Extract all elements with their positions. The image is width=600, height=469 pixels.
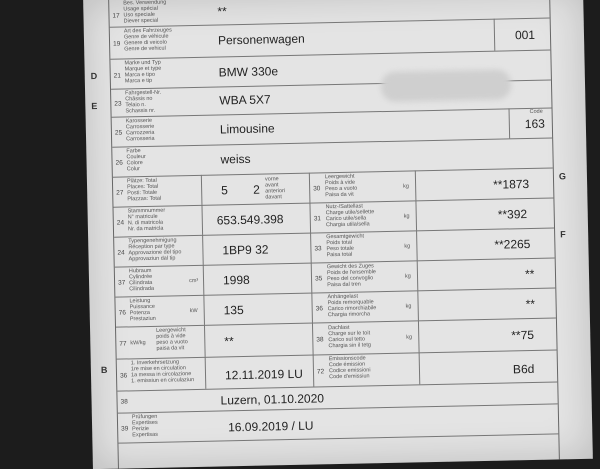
usage-label: Bes. Verwendung Usage spécial Uso speciale Diever special (123, 0, 167, 25)
field-number: 38 (120, 398, 128, 406)
approval-value: 1BP9 32 (222, 242, 269, 258)
divider (419, 352, 421, 384)
payload-value: **392 (497, 207, 528, 222)
field-number: 24 (116, 219, 125, 227)
inspection-value: 16.09.2019 / LU (227, 418, 314, 435)
trailer-load-value: ** (525, 296, 536, 312)
divider (203, 295, 205, 325)
emission-label: Emissionscode Code émission Codice emissioni Code d'emissiun (328, 355, 371, 381)
unit-label: kg (404, 273, 411, 280)
emission-value: B6d (512, 361, 535, 377)
color-label: Farbe Couleur Colore Colur (126, 148, 146, 173)
displacement-value: 1998 (222, 272, 250, 288)
field-number: 72 (316, 368, 325, 376)
total-weight-label: Gesamtgewicht Poids total Peso totale Paisa total (326, 233, 365, 259)
divider (205, 357, 207, 389)
divider (203, 265, 205, 295)
divider (417, 260, 419, 290)
empty-weight-label: Leergewicht Poids à vide Peso a vuoto Paisa da vit (324, 173, 358, 199)
place-date-value: Luzern, 01.10.2020 (220, 391, 325, 408)
trailer-load-label: Anhängelast Poids remorquable Carico rimorchiabile Chargia rimorcha (327, 293, 377, 319)
brand-label: Marke und Typ Marque et type Marca e tipo Marca e tip (124, 59, 162, 85)
field-number: 36 (119, 372, 128, 380)
code-divider (509, 108, 511, 138)
payload-label: Nutz-/Sattellast Charge utile/sellette Carico utile/sella Chargia utila/sella (325, 203, 375, 229)
seats-total-value: 5 (221, 183, 228, 198)
field-number: 23 (114, 100, 122, 108)
divider (416, 230, 418, 260)
usage-value: ** (217, 4, 227, 19)
body-code-value: 163 (524, 116, 546, 132)
document-table (108, 0, 560, 469)
vehicle-type-value: Personenwagen (217, 31, 305, 48)
body-label: Karosserie Carrosserie Carrozzeria Carrosseria (125, 117, 155, 143)
field-number: 26 (115, 159, 123, 167)
total-weight-value: **2265 (494, 236, 531, 252)
seats-label: Plätze: Total Places: Total Posti: Totale Plazzas: Total (126, 177, 162, 203)
field-number: 36 (315, 305, 323, 313)
divider (309, 203, 311, 233)
field-number: 33 (314, 245, 322, 253)
field-number: 77 (119, 340, 127, 348)
divider (415, 170, 417, 200)
margin-letter-d: D (90, 71, 98, 82)
unit-label: kg (405, 303, 412, 310)
unit-label: kW (189, 307, 198, 315)
margin-letter-b: B (100, 364, 108, 375)
empty-weight-value: **1873 (492, 176, 530, 192)
train-weight-label: Gewicht des Zuges Poids de l'ensemble Peso del convoglio Paisa dal tren (326, 263, 377, 289)
divider (309, 173, 311, 203)
type-number-value: 653.549.398 (216, 212, 284, 228)
vehicle-type-label: Art des Fahrzeuges Genre de véhicule Genere di veicolo Genre de vehicul (123, 27, 172, 53)
field-number: 27 (116, 189, 124, 197)
divider (310, 233, 312, 263)
body-value: Limousine (219, 121, 275, 137)
brand-value: BMW 330e (218, 64, 279, 80)
roof-load-value: **75 (511, 327, 535, 343)
vehicle-type-code: 001 (514, 27, 536, 43)
displacement-label: Hubraum Cylindrée Cilindrata Cilindrada (128, 267, 155, 293)
field-number: 39 (121, 425, 129, 433)
roof-load-label: Dachlast Charge sur le toit Carico sul tetto Chargia sin il tetg (328, 324, 372, 350)
divider (312, 323, 314, 355)
field-number: 25 (114, 129, 123, 137)
divider (201, 205, 203, 235)
divider (311, 263, 313, 293)
vehicle-registration-document (83, 0, 593, 469)
margin-letter-f: F (560, 229, 566, 240)
divider (311, 293, 313, 323)
power-ratio-label: kW/kg (130, 340, 146, 347)
field-number: 17 (112, 12, 120, 20)
field-number: 37 (118, 279, 126, 287)
field-number: 24 (117, 249, 125, 257)
inspection-label: Prüfungen Expertises Perizie Expertisas (131, 413, 159, 439)
unit-label: cm³ (188, 277, 199, 285)
field-number: 31 (313, 215, 322, 223)
unit-label: kg (403, 183, 410, 190)
unit-label: kg (404, 243, 411, 250)
divider (417, 290, 419, 320)
seats-front-value: 2 (253, 182, 260, 197)
first-registration-label: 1. Inverkehrsetzung 1re mise en circulation 1a messa in circolazione 1. emissiun en circulaziun (130, 359, 195, 385)
first-registration-value: 12.11.2019 LU (224, 366, 304, 383)
margin-letter-g: G (558, 171, 567, 182)
power-label: Leistung Puissance Potenza Prestaziun (129, 297, 156, 323)
code-divider (494, 19, 496, 51)
type-number-label: Stammnummer N° matricule N. di matricola Nr. da matricla (127, 207, 166, 233)
power-ratio-sub-label: Leergewicht poids à vide peso a vuoto paisa da vit (156, 327, 188, 352)
field-number: 19 (113, 40, 121, 48)
divider (415, 200, 417, 230)
divider (201, 175, 203, 205)
code-label: Code (529, 108, 543, 115)
seats-front-label: vorne avant anteriori davant (264, 176, 286, 201)
field-number: 76 (118, 309, 127, 317)
field-number: 38 (316, 336, 324, 344)
approval-label: Typengenehmigung Réception par type Approvazione del tipo Approvaziun dal tip (128, 237, 182, 263)
power-ratio-value: ** (224, 334, 234, 349)
margin-letter-e: E (91, 101, 98, 112)
chassis-label: Fahrgestell-Nr. Châssis no Telaio n. Schassis nr. (125, 89, 162, 115)
field-number: 21 (113, 72, 122, 80)
unit-label: kg (406, 334, 413, 341)
divider (313, 355, 315, 387)
divider (202, 235, 204, 265)
redaction-blur (381, 69, 512, 102)
train-weight-value: ** (524, 266, 535, 282)
color-value: weiss (220, 151, 251, 167)
field-number: 35 (314, 275, 323, 283)
chassis-value: WBA 5X7 (219, 92, 271, 108)
field-number: 30 (313, 185, 321, 193)
divider (418, 320, 420, 352)
power-value: 135 (223, 302, 244, 318)
unit-label: kg (403, 213, 410, 220)
divider (204, 325, 206, 357)
